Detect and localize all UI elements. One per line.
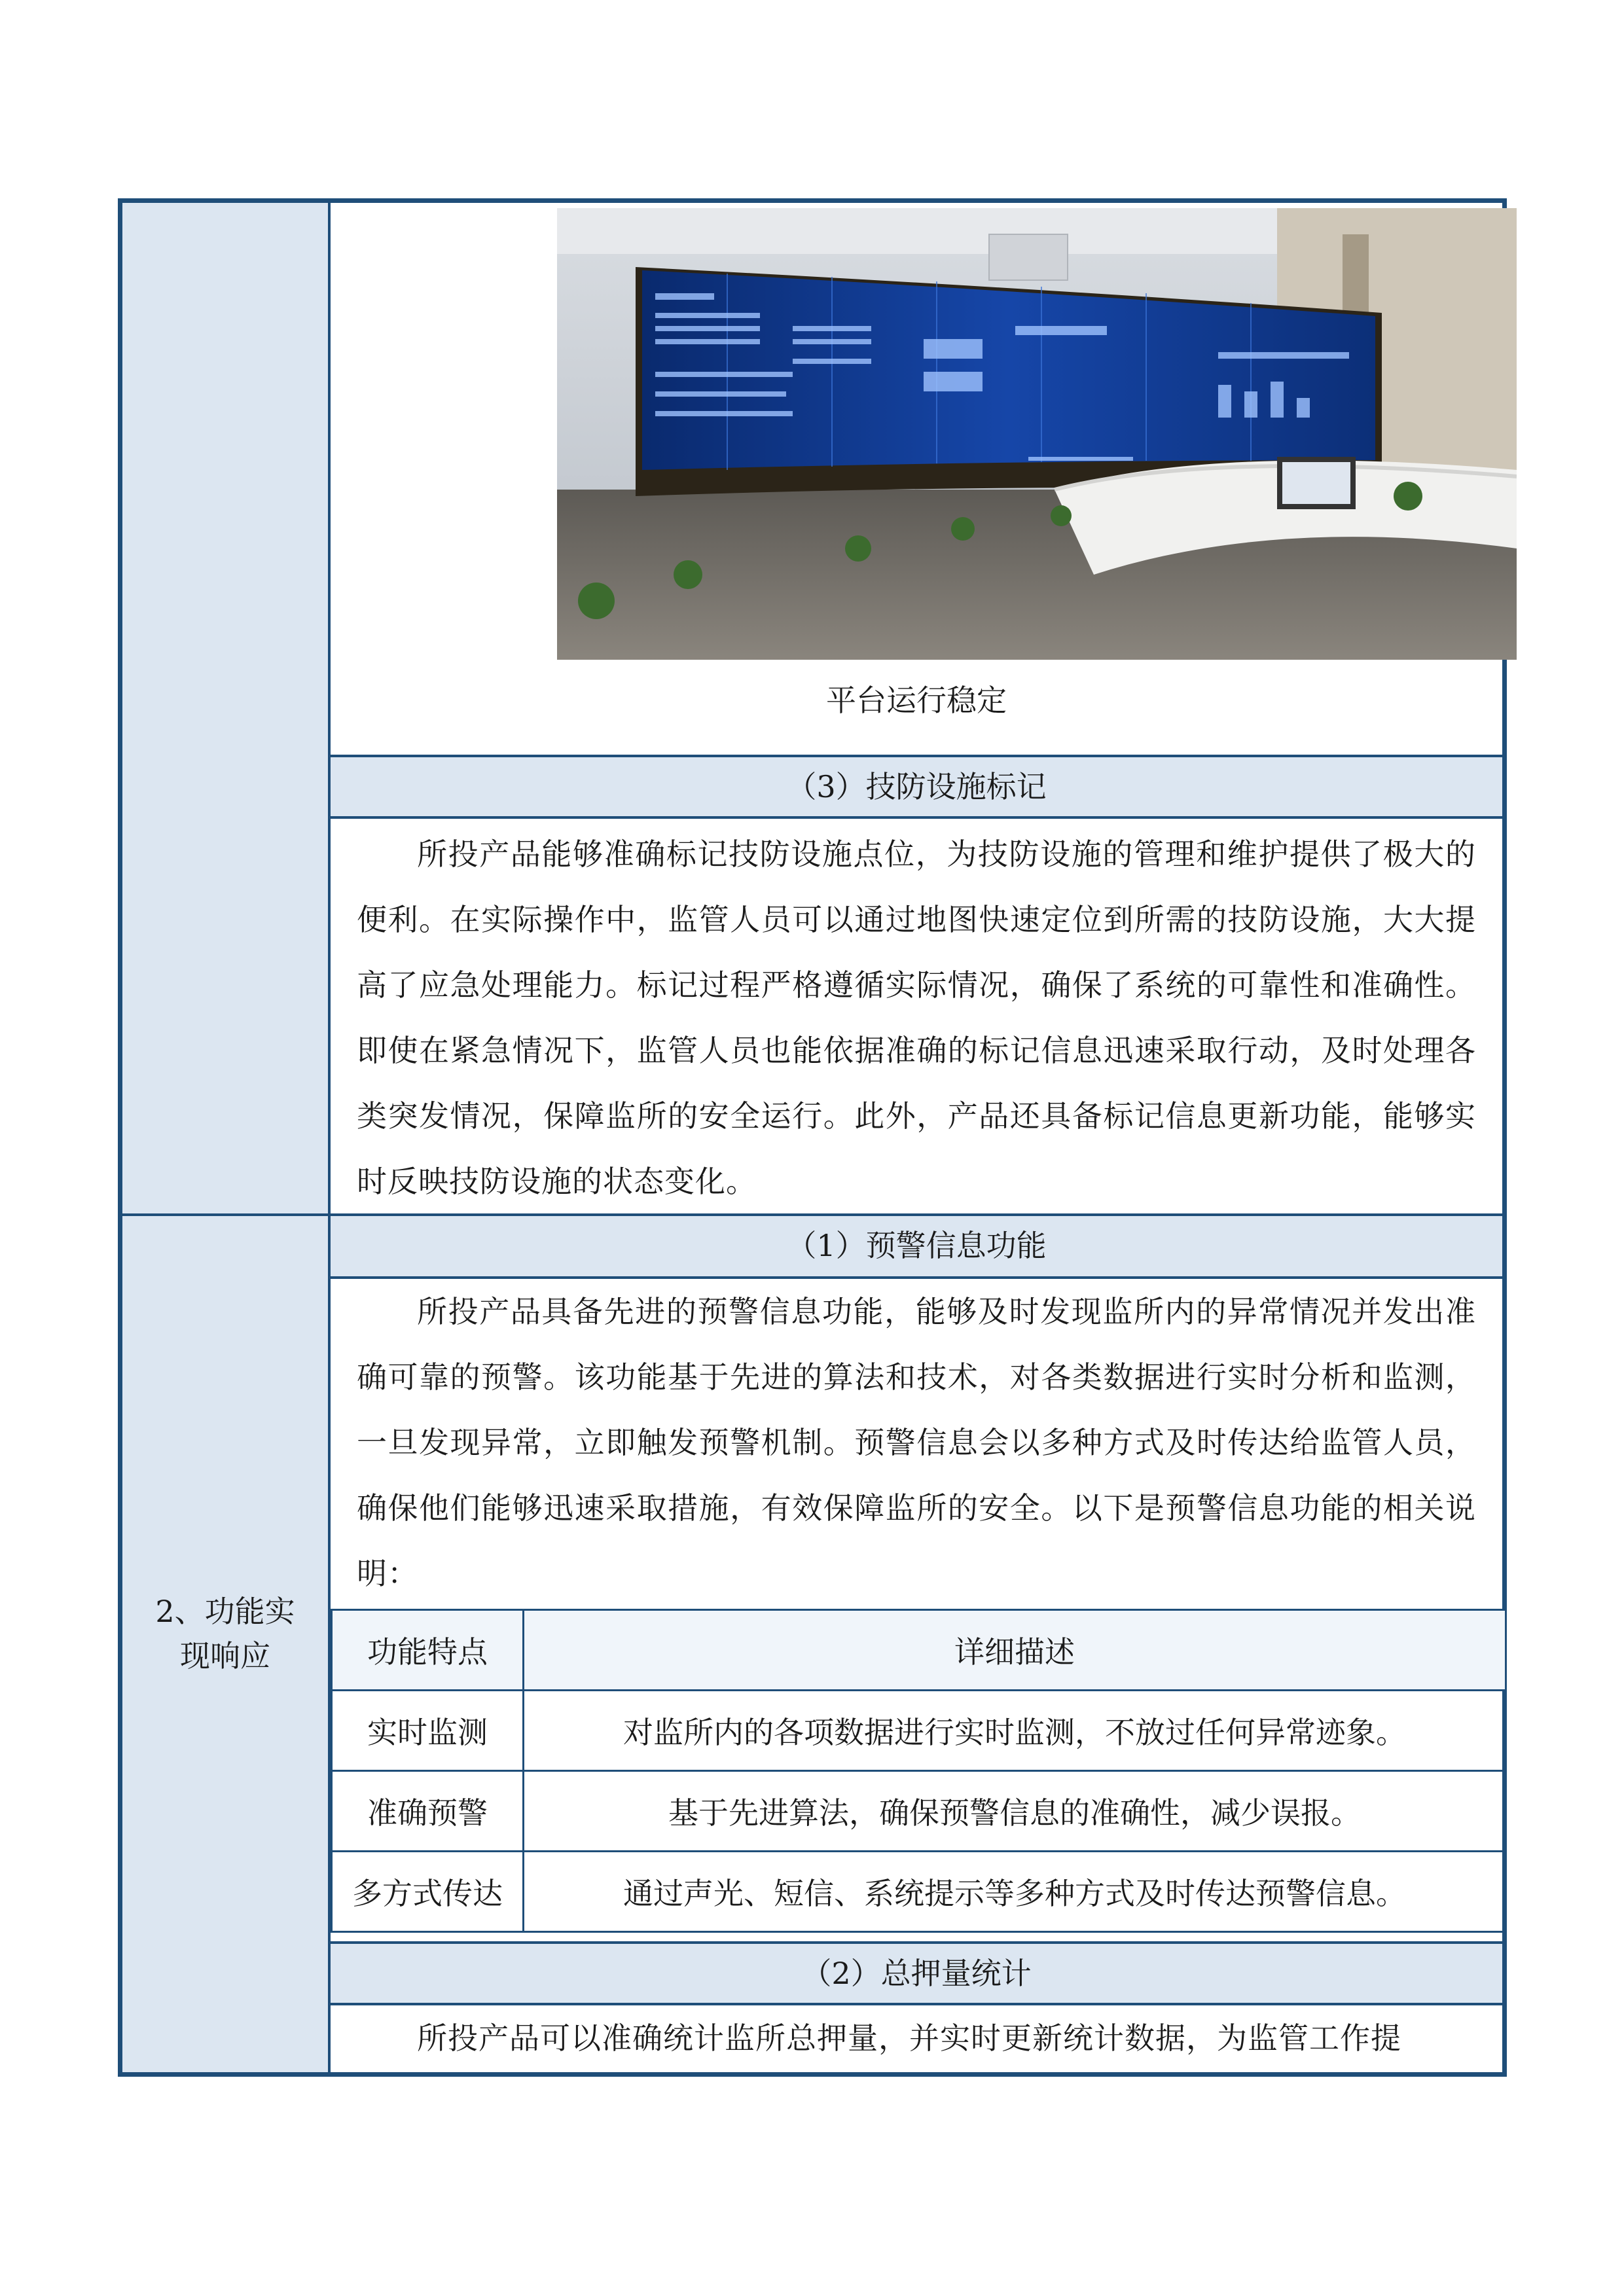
table-cell: 通过声光、短信、系统提示等多种方式及时传达预警信息。 bbox=[524, 1852, 1506, 1932]
content-cell-2 bbox=[331, 1216, 1502, 2072]
section-heading: （2）总押量统计 bbox=[331, 1941, 1502, 2005]
table-cell: 基于先进算法，确保预警信息的准确性，减少误报。 bbox=[524, 1771, 1506, 1852]
left-cell-label bbox=[122, 1216, 331, 2072]
section-heading: （3）技防设施标记 bbox=[331, 755, 1502, 819]
photo-caption: 平台运行稳定 bbox=[826, 683, 1007, 718]
control-room-photo bbox=[557, 208, 1517, 660]
table-cell: 准确预警 bbox=[332, 1771, 524, 1852]
content-cell-1 bbox=[331, 203, 1502, 1213]
document-table-frame bbox=[118, 198, 1507, 2077]
section-heading: （1）预警信息功能 bbox=[331, 1216, 1502, 1279]
table-header-cell: 功能特点 bbox=[332, 1610, 524, 1691]
table-cell: 实时监测 bbox=[332, 1691, 524, 1771]
table-header-row bbox=[332, 1610, 1506, 1691]
left-cell-empty bbox=[122, 203, 331, 1216]
row-label-line2: 现响应 bbox=[180, 1638, 270, 1674]
table-row bbox=[332, 1691, 1506, 1771]
table-cell: 多方式传达 bbox=[332, 1852, 524, 1932]
table-row bbox=[332, 1771, 1506, 1852]
section-paragraph: 所投产品可以准确统计监所总押量，并实时更新统计数据，为监管工作提 bbox=[417, 2020, 1401, 2056]
section-paragraph: 所投产品具备先进的预警信息功能，能够及时发现监所内的异常情况并发出准确可靠的预警。该功能基于先进的算法和技术，对各类数据进行实时分析和监测，一旦发现异常，立即触发预警机制。预警信息会以多种方式及时传达给监管人员，确保他们能够迅速采取措施，有效保障监所的安全。以下是预警信息功能的相关说明： bbox=[357, 1294, 1476, 1591]
table-cell: 对监所内的各项数据进行实时监测，不放过任何异常迹象。 bbox=[524, 1691, 1506, 1771]
table-row bbox=[332, 1852, 1506, 1932]
row-label-line1: 2、功能实 bbox=[155, 1594, 295, 1629]
feature-table bbox=[331, 1609, 1507, 1933]
table-header-cell: 详细描述 bbox=[524, 1610, 1506, 1691]
section-paragraph: 所投产品能够准确标记技防设施点位，为技防设施的管理和维护提供了极大的便利。在实际操作中，监管人员可以通过地图快速定位到所需的技防设施，大大提高了应急处理能力。标记过程严格遵循实际情况，确保了系统的可靠性和准确性。即使在紧急情况下，监管人员也能依据准确的标记信息迅速采取行动，及时处理各类突发情况，保障监所的安全运行。此外，产品还具备标记信息更新功能，能够实时反映技防设施的状态变化。 bbox=[357, 836, 1476, 1199]
control-room-image bbox=[557, 208, 1517, 660]
